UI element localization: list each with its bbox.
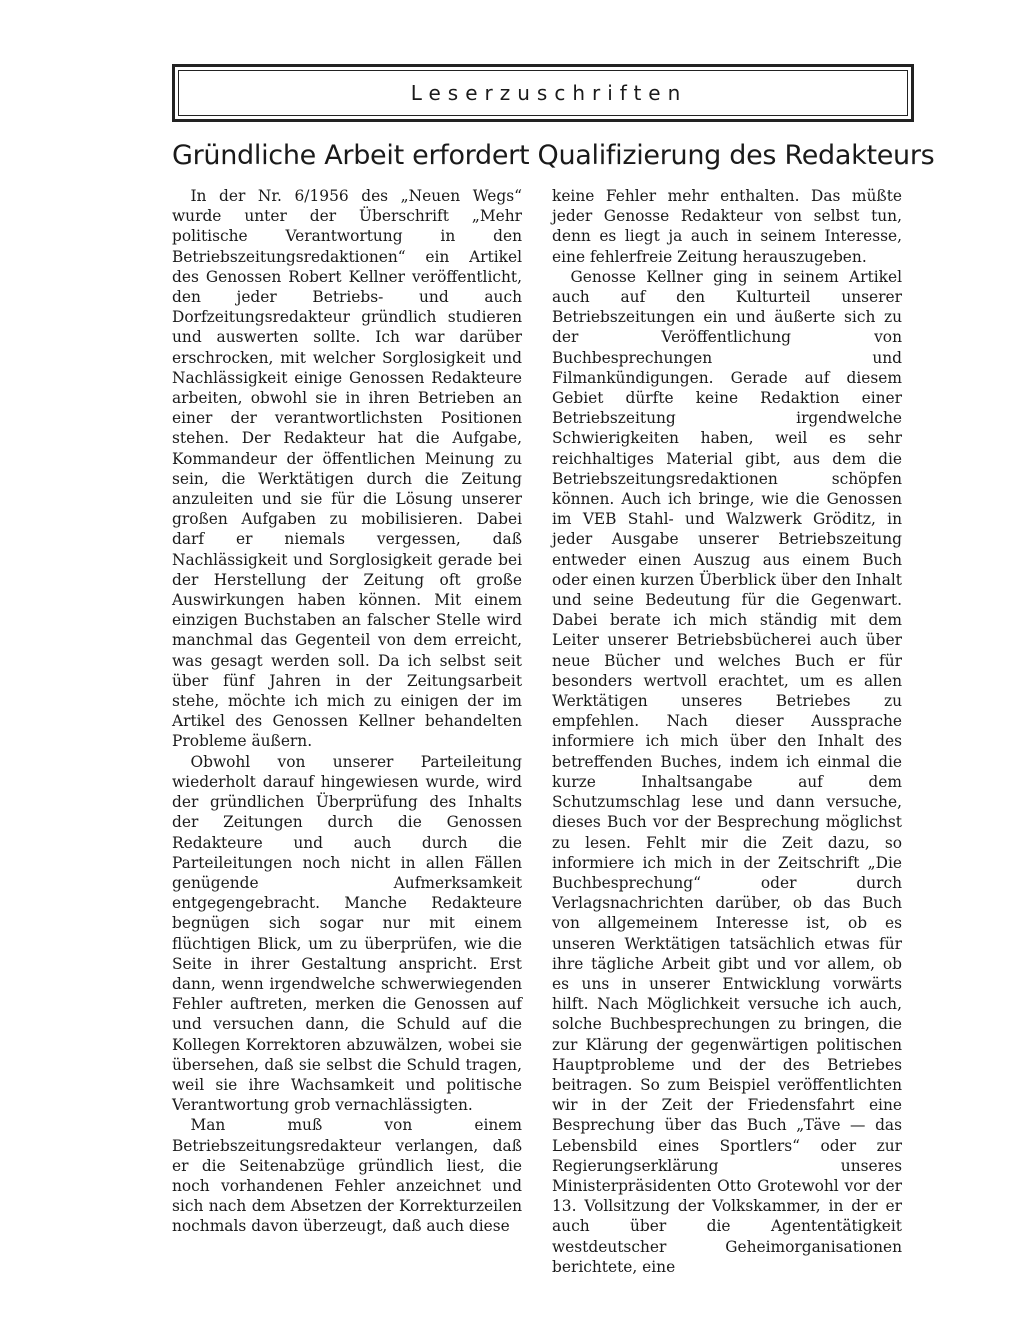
section-header-inner-frame: [178, 70, 908, 116]
paragraph: Genosse Kellner ging in seinem Artikel auch auf den Kulturteil unserer Betriebszeitungen ein und äußerte sich zu der Veröffentlichung von Buchbesprechungen und Filmankündigungen. Gerade auf diesem Gebiet dürfte keine Redaktion einer Betriebszeitung irgendwelche Schwierigkeiten haben, weil es sehr reichhaltiges Material gibt, aus dem die Betriebszeitungsredaktionen schöpfen können. Auch ich bringe, wie die Genossen im VEB Stahl- und Walzwerk Gröditz, in jeder Ausgabe unserer Betriebszeitung entweder einen Auszug aus einem Buch oder einen kurzen Überblick über den Inhalt und seine Bedeutung für die Gegenwart. Dabei berate ich mich ständig mit dem Leiter unserer Betriebsbücherei auch über neue Bücher und welches Buch er für besonders wertvoll erachtet, um es allen Werktätigen unseres Betriebes zu empfehlen. Nach dieser Aussprache informiere ich mich über den Inhalt des betreffenden Buches, indem ich einmal die kurze Inhaltsangabe auf dem Schutzumschlag lese und dann versuche, dieses Buch vor der Besprechung möglichst zu lesen. Fehlt mir die Zeit dazu, so informiere ich mich in der Zeitschrift „Die Buchbesprechung“ oder durch Verlagsnachrichten darüber, ob das Buch von allgemeinem Interesse ist, ob es unseren Werktätigen tatsächlich etwas für ihre tägliche Arbeit gibt und vor allem, ob es uns in unserer Entwicklung vorwärts hilft. Nach Möglichkeit versuche ich auch, solche Buchbesprechungen zu bringen, die zur Klärung der gegenwärtigen politischen Hauptprobleme und der des Betriebes beitragen. So zum Beispiel veröffentlichten wir in der Zeit der Friedensfahrt eine Besprechung über das Buch „Täve — das Lebensbild eines Sportlers“ oder zur Regierungserklärung unseres Ministerpräsidenten Otto Grotewohl vor der 13. Vollsitzung der Volkskammer, in der er auch über die Agententätigkeit westdeutscher Geheimorganisationen berichtete, eine: [552, 267, 902, 1276]
section-header-box: [172, 64, 914, 122]
paragraph: In der Nr. 6/1956 des „Neuen Wegs“ wurde unter der Überschrift „Mehr politische Verantwortung in den Betriebszeitungsredaktionen“ ein Artikel des Genossen Robert Kellner veröffentlicht, den jeder Betriebs- und auch Dorfzeitungsredakteur gründlich studieren und auswerten sollte. Ich war darüber erschrocken, mit welcher Sorglosigkeit und Nachlässigkeit einige Genossen Redakteure arbeiten, obwohl sie in ihren Betrieben an einer der verantwortlichsten Positionen stehen. Der Redakteur hat die Aufgabe, Kommandeur der öffentlichen Meinung zu sein, die Werktätigen durch die Zeitung anzuleiten und sie für die Lösung unserer großen Aufgaben zu mobilisieren. Dabei darf er niemals vergessen, daß Nachlässigkeit und Sorglosigkeit gerade bei der Herstellung der Zeitung oft große Auswirkungen haben können. Mit einem einzigen Buchstaben an falscher Stelle wird manchmal das Gegenteil von dem erreicht, was gesagt werden soll. Da ich selbst seit über fünf Jahren in der Zeitungsarbeit stehe, möchte ich mich zu einigen der im Artikel des Genossen Kellner behandelten Probleme äußern.: [172, 187, 522, 751]
paragraph: Obwohl von unserer Parteileitung wiederholt darauf hingewiesen wurde, wird der gründlichen Überprüfung des Inhalts der Zeitungen durch die Genossen Redakteure und auch durch die Parteileitungen noch nicht in allen Fällen genügende Aufmerksamkeit entgegengebracht. Manche Redakteure begnügen sich sogar nur mit einem flüchtigen Blick, um zu überprüfen, wie die Seite in ihrer Gestaltung anspricht. Erst dann, wenn irgendwelche schwerwiegenden Fehler auftreten, merken die Genossen auf und versuchen dann, die Schuld auf die Kollegen Korrektoren abzuwälzen, wobei sie übersehen, daß sie selbst die Schuld tragen, weil sie ihre Wachsamkeit und politische Verantwortung grob vernachlässigten.: [172, 752, 522, 1115]
paragraph-continued: keine Fehler mehr enthalten. Das müßte jeder Genosse Redakteur von selbst tun, denn es liegt ja auch in seinem Interesse, eine fehlerfreie Zeitung herauszugeben.: [552, 187, 902, 266]
section-label: Leserzuschriften: [410, 81, 688, 105]
article-column-left: [172, 186, 522, 1237]
article-column-right: [552, 186, 902, 1277]
article-headline: Gründliche Arbeit erfordert Qualifizierung des Redakteurs: [172, 140, 935, 171]
paragraph: Man muß von einem Betriebszeitungsredakteur verlangen, daß er die Seitenabzüge gründlich liest, die noch vorhandenen Fehler anzeichnet und sich nach dem Absetzen der Korrekturzeilen nochmals davon überzeugt, daß auch diese: [172, 1116, 522, 1236]
